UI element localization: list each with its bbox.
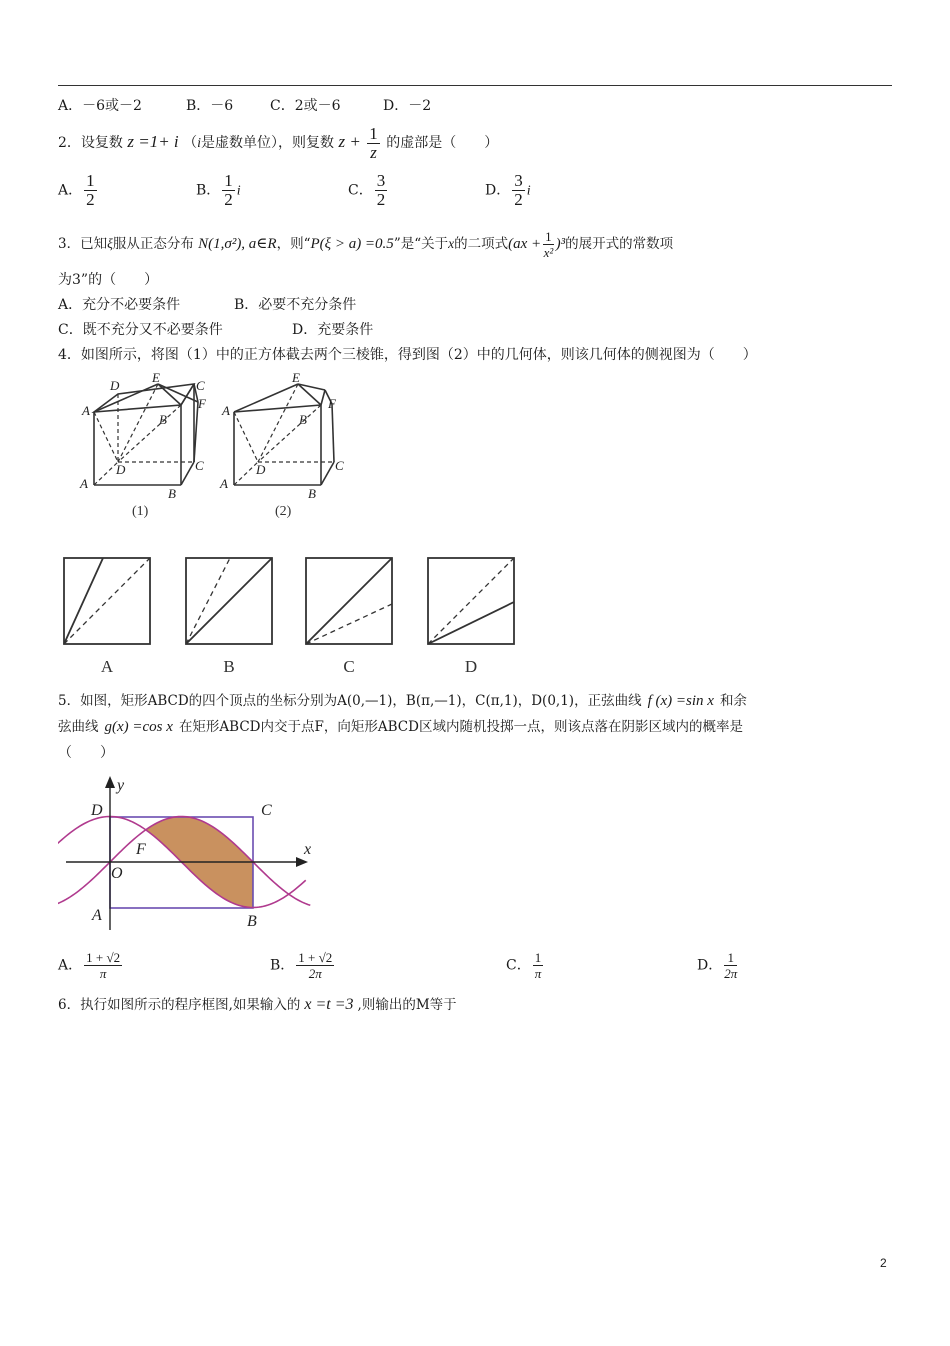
- header-rule: [58, 85, 892, 86]
- label-B: B: [299, 412, 307, 427]
- q2-paren: （: [183, 135, 198, 151]
- q2-option-label: D．: [485, 182, 511, 199]
- frac-den: 2: [224, 190, 233, 209]
- q3-option-d: D．充要条件: [292, 322, 374, 338]
- q2-option-frac: [512, 172, 525, 209]
- q6-suffix: ,则输出的M等于: [357, 997, 457, 1013]
- q2-option-label: C．: [348, 182, 373, 199]
- q3-binom-right: )³: [555, 236, 566, 252]
- label-A: A: [82, 403, 90, 418]
- frac-num: 1: [224, 171, 233, 190]
- cube2-hidden-edges: [234, 384, 334, 485]
- q1-option-b: B．－6: [186, 98, 234, 114]
- q2-option-label: B．: [196, 182, 221, 199]
- choice-letters: [101, 657, 477, 676]
- label-D: D: [110, 378, 120, 393]
- q5-line2-b: 在矩形ABCD内交于点F，向矩形ABCD区域内随机投掷一点，则该点落在阴影区域内的概率是: [178, 719, 743, 735]
- frac-num: 1: [724, 950, 737, 966]
- q3-option-a: A．充分不必要条件: [58, 297, 181, 313]
- q5-option-label: C．: [506, 957, 531, 974]
- q5-option-frac: [724, 950, 737, 981]
- graph-label-A: A: [92, 907, 102, 924]
- graph-label-B: B: [247, 913, 257, 930]
- x-axis-arrow: [296, 857, 308, 867]
- q3-prefix: 3．已知: [58, 236, 108, 252]
- q5-line2-a: 弦曲线: [58, 719, 99, 735]
- label-B: B: [159, 412, 167, 427]
- q3-option-b: B．必要不充分条件: [234, 297, 357, 313]
- q5-option-d: [697, 950, 739, 981]
- q3-binom-den: x²: [543, 245, 554, 260]
- q2-stem: [58, 122, 498, 164]
- q2-option-frac: [84, 172, 97, 209]
- q6-prefix: 6．执行如图所示的程序框图,如果输入的: [58, 997, 301, 1013]
- label-A1: A: [220, 476, 228, 491]
- q2-option-a: [58, 172, 99, 209]
- q5-option-label: D．: [697, 957, 723, 974]
- q2-option-frac: [222, 172, 235, 209]
- q3-binom-num: 1: [545, 229, 552, 244]
- q3-stem: [58, 224, 673, 264]
- label-F: F: [328, 396, 336, 411]
- q5-option-c: [506, 950, 545, 981]
- frac-den: π: [534, 966, 542, 981]
- cube1-labels: [79, 370, 207, 501]
- label-B1: B: [308, 486, 316, 501]
- page-number: 2: [880, 1256, 887, 1270]
- frac-num: 3: [376, 171, 386, 190]
- q5-option-a: [58, 950, 124, 981]
- q5-option-label: B．: [270, 957, 295, 974]
- label-D1: D: [256, 462, 266, 477]
- q3-p1: 服从正态分布: [112, 236, 194, 252]
- q2-option-frac: [375, 172, 388, 209]
- choice-letter-C: C: [343, 657, 355, 676]
- q2-prefix: 2．设复数: [58, 135, 123, 151]
- choice-A-view: [64, 558, 150, 644]
- q2-paren-text: 是虚数单位），则复数: [201, 135, 335, 151]
- graph-label-O: O: [111, 865, 123, 882]
- q3-p2: ，则“: [276, 236, 311, 252]
- q2-equation: z =1+ i: [127, 132, 179, 151]
- label-E: E: [152, 370, 160, 385]
- graph-label-C: C: [261, 802, 272, 819]
- q5-option-frac: [296, 950, 334, 981]
- q3-line2: 为3”的（ ）: [58, 272, 159, 288]
- q3-p4: 的二项式: [454, 236, 509, 252]
- cube2-labels: [219, 370, 344, 501]
- frac-den: 2: [86, 190, 95, 209]
- q1-option-c: C．2或－6: [270, 98, 341, 114]
- q2-i-var: i: [197, 136, 202, 151]
- frac-num: 1 + √2: [86, 950, 121, 965]
- q3-p3: ”是“关于: [393, 236, 449, 252]
- label-E: E: [292, 370, 300, 385]
- q2-suffix: 的虚部是（ ）: [386, 135, 499, 151]
- frac-num: 1: [534, 950, 542, 965]
- q4-stem: 4．如图所示，将图（1）中的正方体截去两个三棱锥，得到图（2）中的几何体，则该几何体的侧视图为（ ）: [58, 347, 757, 363]
- q4-side-view-choices: [58, 552, 538, 682]
- q3-binom-left: (ax +: [508, 236, 542, 252]
- choice-letter-D: D: [464, 657, 478, 676]
- q5-option-frac: [533, 950, 544, 981]
- q2-option-label: A．: [58, 182, 83, 199]
- q5-graph: [58, 770, 328, 935]
- cube1-hidden-edges: [94, 384, 194, 485]
- q4-cube-figures: [70, 370, 370, 522]
- q5-option-b: [270, 950, 336, 981]
- choice-letter-B: B: [223, 657, 235, 676]
- q2-fraction: [367, 125, 380, 162]
- graph-label-x: x: [304, 841, 312, 858]
- frac-den: 2: [514, 190, 523, 209]
- label-C: C: [196, 378, 205, 393]
- graph-label-D: D: [91, 802, 103, 819]
- q5-fx: f (x) =sin x: [647, 693, 714, 709]
- q5-line3: （ ）: [58, 745, 114, 761]
- q3-prob: P(ξ > a) =0.5: [310, 236, 394, 252]
- q5-line1-a: 5．如图，矩形ABCD的四个顶点的坐标分别为A(0,—1)，B(π,—1)，C(π,1)，D(0,1)，正弦曲线: [58, 693, 642, 709]
- q6-equation: x =t =3: [304, 996, 354, 1013]
- q5-option-frac: [84, 950, 122, 981]
- q3-x: x: [448, 236, 455, 251]
- label-A1: A: [80, 476, 88, 491]
- q6-stem: [58, 994, 457, 1016]
- graph-label-y: y: [117, 777, 125, 794]
- q3-normal: N(1,σ²), a∈R: [198, 236, 277, 252]
- q2-frac-den: z: [370, 142, 377, 162]
- label-B1: B: [168, 486, 176, 501]
- q3-option-c: C．既不充分又不必要条件: [58, 322, 223, 338]
- q1-option-d: D．－2: [383, 98, 432, 114]
- frac-num: 1: [86, 171, 95, 190]
- frac-num: 1 + √2: [298, 950, 333, 965]
- q1-option-a: A．－6或－2: [58, 98, 142, 114]
- choice-B-view: [186, 558, 272, 644]
- q2-option-d: [485, 172, 531, 209]
- q5-gx: g(x) =cos x: [104, 719, 173, 735]
- y-axis-arrow: [105, 776, 115, 788]
- label-C1: C: [335, 458, 344, 473]
- q2-options: [58, 172, 892, 216]
- q2-option-b: [196, 172, 241, 209]
- q3-binom-frac: [543, 229, 554, 260]
- q3-xi: ξ: [107, 236, 113, 251]
- q5-option-label: A．: [58, 957, 83, 974]
- q2-option-tail: i: [526, 183, 531, 199]
- q5-options: [58, 950, 892, 992]
- fig2-caption: (2): [275, 504, 292, 519]
- q2-z-plus: z +: [338, 132, 361, 151]
- choice-letter-A: A: [100, 657, 114, 676]
- label-A: A: [222, 403, 230, 418]
- q2-frac-num: 1: [369, 123, 378, 143]
- q5-line1: [58, 690, 747, 712]
- frac-den: 2: [376, 190, 386, 209]
- frac-den: π: [99, 966, 107, 981]
- q5-line1-b: 和余: [719, 693, 747, 709]
- fig1-caption: (1): [132, 504, 149, 519]
- q5-line2: [58, 716, 743, 738]
- label-C1: C: [195, 458, 204, 473]
- frac-num: 3: [514, 171, 523, 190]
- frac-den: 2π: [724, 966, 738, 981]
- label-F: F: [198, 396, 206, 411]
- q2-option-tail: i: [236, 183, 241, 199]
- graph-label-F: F: [136, 841, 146, 858]
- label-D1: D: [116, 462, 126, 477]
- q2-option-c: [348, 172, 389, 209]
- choice-C-view: [306, 558, 392, 644]
- q3-p5: 的展开式的常数项: [565, 236, 674, 252]
- choice-D-view: [428, 558, 514, 644]
- frac-den: 2π: [308, 966, 322, 981]
- cube1-top-face: [94, 384, 194, 412]
